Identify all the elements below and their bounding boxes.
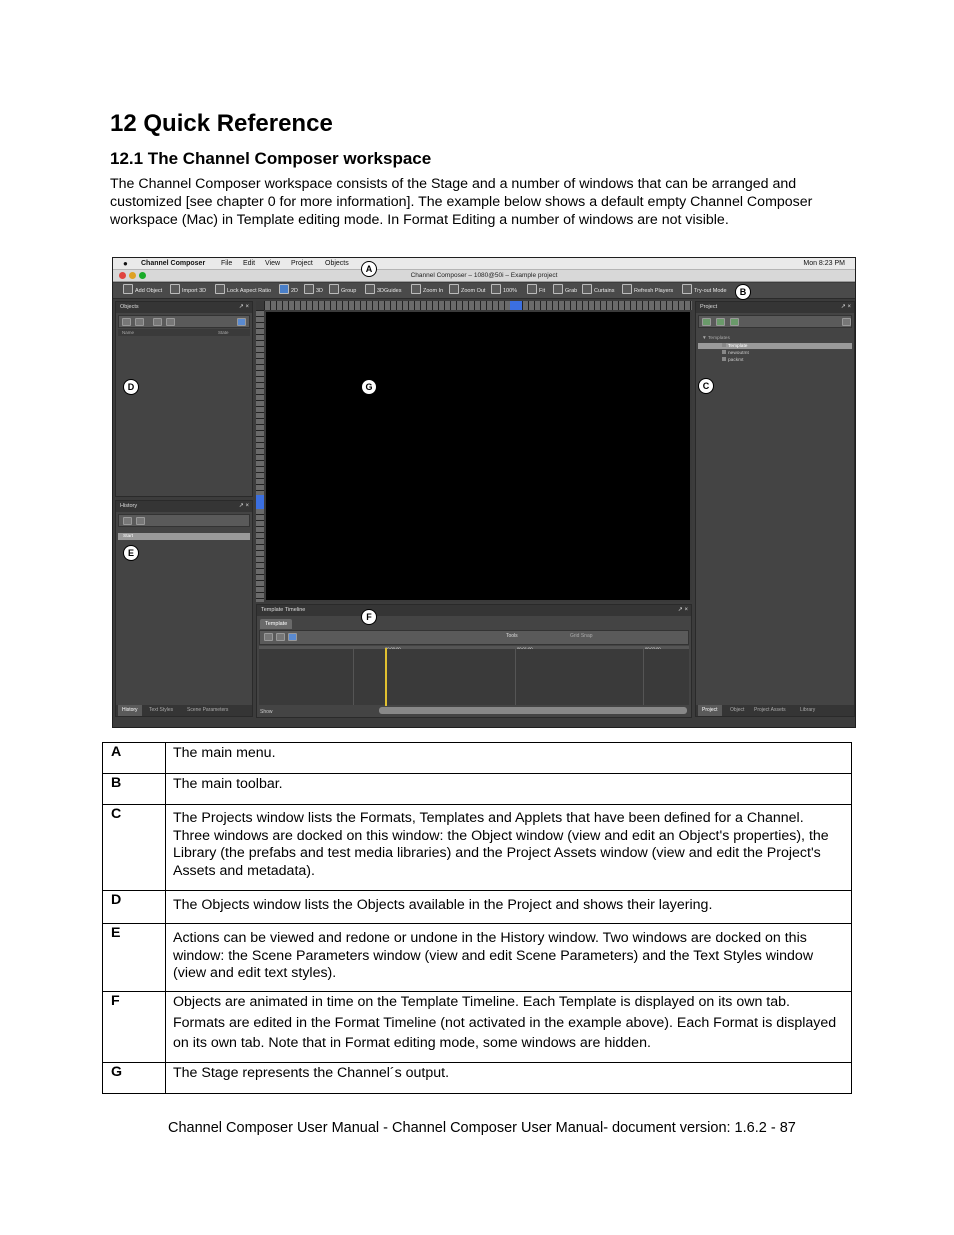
ref-text: The Objects window lists the Objects available in the Project and shows their layering. [166,891,852,924]
tab-history[interactable]: History [118,705,142,716]
zoom-in-button[interactable]: Zoom In [411,283,443,299]
zoom-level-dropdown[interactable]: 100% [491,283,517,299]
try-out-mode-button[interactable]: Try-out Mode [682,283,727,299]
menubar-clock: Mon 8:23 PM [803,260,845,267]
tab-scene-parameters[interactable]: Scene Parameters [187,707,229,713]
minimize-window-icon[interactable] [129,272,136,279]
menu-objects[interactable]: Objects [325,260,349,267]
move-down-icon[interactable] [166,318,175,326]
menu-file[interactable]: File [221,260,233,267]
redo-icon[interactable] [136,517,145,525]
callout-a: A [361,261,377,277]
ref-key: E [103,924,166,992]
callout-b: B [735,284,751,300]
table-row [103,805,852,891]
project-panel-title: Project [700,304,718,310]
undo-icon[interactable] [123,517,132,525]
add-icon[interactable] [122,318,131,326]
refresh-players-button[interactable]: Refresh Players [622,283,673,299]
show-dropdown[interactable]: Show [260,709,273,715]
tab-project-assets[interactable]: Project Assets [754,707,786,713]
objects-panel-title: Objects [120,304,139,310]
ref-text: Actions can be viewed and redone or undone in the History window. Two windows are docked on this window: the Scene Parameters window (view and edit Scene Parameters) and the Text Styles window (view and edit text styles). [166,924,852,992]
timeline-title: Template Timeline [261,607,306,613]
zoom-out-button[interactable]: Zoom Out [449,283,485,299]
panel-close-icon[interactable]: ↗ × [840,304,851,310]
project-panel-header [696,302,854,313]
template-timeline-panel [256,604,692,718]
table-row [103,992,852,1063]
callout-g: G [361,379,377,395]
grid-snap-checkbox[interactable]: Grid Snap [570,633,593,639]
history-panel [115,500,253,717]
new-template-icon[interactable] [716,318,725,326]
ruler-marker[interactable] [510,301,522,310]
section-title: 12.1 The Channel Composer workspace [110,149,432,168]
tab-object[interactable]: Object [730,707,745,713]
ref-text: The Stage represents the Channel´s output. [166,1063,852,1094]
tab-text-styles[interactable]: Text Styles [149,707,174,713]
remove-icon[interactable] [135,318,144,326]
callout-e: E [123,545,139,561]
ref-text: The main menu. [166,743,852,774]
timeline-tab-template[interactable]: Template [260,619,292,629]
timeline-tracks[interactable] [259,649,689,705]
horizontal-ruler [264,301,692,310]
table-row [103,774,852,805]
2d-button[interactable]: 2D [279,283,298,299]
table-row [103,743,852,774]
menu-view[interactable]: View [265,260,281,267]
menu-app[interactable]: Channel Composer [141,260,206,267]
curtains-button[interactable]: Curtains [582,283,614,299]
stage-canvas[interactable] [266,312,690,600]
timeline-scrollbar[interactable] [379,707,687,714]
right-dock-tabs [696,705,854,716]
table-row [103,891,852,924]
objects-panel-header [116,302,252,313]
move-up-icon[interactable] [153,318,162,326]
panel-close-icon[interactable]: ↗ × [238,503,249,509]
menu-project[interactable]: Project [291,260,313,267]
history-item[interactable]: Start [118,533,250,540]
tree-item-template[interactable]: Template [722,343,747,349]
3dguides-button[interactable]: 3DGuides [365,283,401,299]
tree-root-templates[interactable]: ▼ Templates [702,336,730,341]
ref-key: D [103,891,166,924]
view-icon[interactable] [237,318,246,326]
ref-key: F [103,992,166,1063]
project-toolbar [698,315,852,328]
apple-icon: ● [123,259,128,268]
objects-toolbar [118,315,250,328]
rewind-icon[interactable] [264,633,273,641]
callout-c: C [698,378,714,394]
play-icon[interactable] [276,633,285,641]
add-object-button[interactable]: Add Object [123,283,162,299]
objects-col-state[interactable]: State [218,330,229,335]
objects-col-name[interactable]: Name [122,330,135,335]
tab-project[interactable]: Project [698,705,722,716]
tree-item-newoutmt[interactable]: newoutmt [722,350,749,356]
group-dropdown[interactable]: Group [329,283,356,299]
new-applet-icon[interactable] [730,318,739,326]
ref-text: The main toolbar. [166,774,852,805]
3d-button[interactable]: 3D [304,283,323,299]
intro-paragraph: The Channel Composer workspace consists of the Stage and a number of windows that can be arranged and customized [see chapter 0 for more information]. The example below shows a default empty Channel Composer workspace (Mac) in Template editing mode. In Format Editing a number of windows are not visible. [110,176,813,228]
table-row [103,924,852,992]
table-row [103,1063,852,1094]
window-title: Channel Composer – 1080@50i – Example project [410,272,558,279]
ref-key: C [103,805,166,891]
menu-edit[interactable]: Edit [243,260,256,267]
history-toolbar [118,514,250,527]
close-window-icon[interactable] [119,272,126,279]
mac-menu-bar [113,258,855,270]
zoom-window-icon[interactable] [139,272,146,279]
vertical-ruler [256,310,264,602]
stage-panel [256,301,692,602]
playhead[interactable] [385,648,387,706]
workspace-screenshot [112,257,856,728]
loop-icon[interactable] [288,633,297,641]
ref-text: Objects are animated in time on the Template Timeline. Each Template is displayed on its own tab. Formats are edited in the Format Timeline (not activated in the example above). Each Format is displayed on its own tab. Note that in Format editing mode, some windows are hidden. [166,992,852,1063]
timeline-header [257,605,691,616]
grab-button[interactable]: Grab [553,283,577,299]
objects-panel [115,301,253,497]
left-dock-tabs [116,705,252,716]
project-panel [695,301,855,717]
history-panel-header [116,501,252,512]
reference-table [102,742,852,1094]
ref-text: The Projects window lists the Formats, Templates and Applets that have been defined for a Channel. Three windows are docked on this window: the Object window (view and edit an Object's properties), the Library (the prefabs and test media libraries) and the Project Assets window (view and edit the Project's Assets and metadata). [166,805,852,891]
ref-key: G [103,1063,166,1094]
tree-item-packmt[interactable]: packmt [722,357,743,363]
panel-close-icon[interactable]: ↗ × [677,607,688,613]
callout-f: F [361,609,377,625]
ref-key: B [103,774,166,805]
new-format-icon[interactable] [702,318,711,326]
import-3d-button[interactable]: Import 3D [170,283,206,299]
objects-column-header [118,329,250,336]
page-footer: Channel Composer User Manual - Channel Composer User Manual- document version: 1.6.2 - 87 [168,1120,796,1136]
callout-d: D [123,379,139,395]
fit-button[interactable]: Fit [527,283,545,299]
panel-close-icon[interactable]: ↗ × [238,304,249,310]
remove-icon[interactable] [842,318,851,326]
window-titlebar [113,270,855,282]
tools-dropdown[interactable]: Tools [506,633,518,639]
ruler-marker[interactable] [256,495,264,509]
timeline-toolbar [259,630,689,645]
lock-aspect-ratio-button[interactable]: Lock Aspect Ratio [215,283,271,299]
tab-library[interactable]: Library [800,707,816,713]
page-title: 12 Quick Reference [110,110,333,137]
history-panel-title: History [120,503,138,509]
ref-key: A [103,743,166,774]
